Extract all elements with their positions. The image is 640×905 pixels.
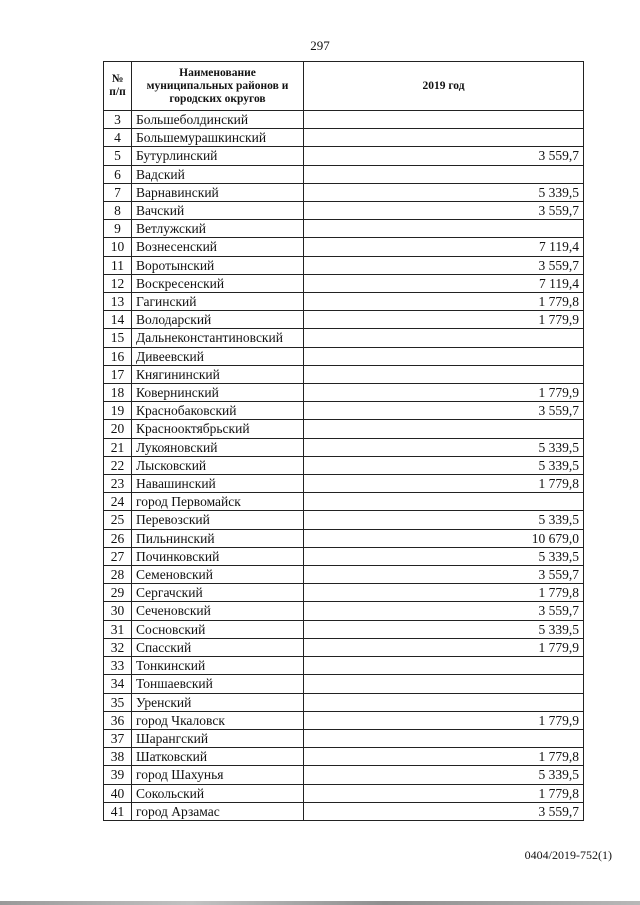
row-name: Краснобаковский — [132, 402, 304, 420]
row-value — [304, 329, 584, 347]
row-value — [304, 693, 584, 711]
row-number: 38 — [104, 748, 132, 766]
table-row — [104, 711, 584, 729]
row-name: Володарский — [132, 311, 304, 329]
row-number: 35 — [104, 693, 132, 711]
table-row — [104, 748, 584, 766]
table-row — [104, 475, 584, 493]
row-name: город Первомайск — [132, 493, 304, 511]
row-name: город Чкаловск — [132, 711, 304, 729]
row-value: 10 679,0 — [304, 529, 584, 547]
row-value: 1 779,8 — [304, 584, 584, 602]
table-row — [104, 784, 584, 802]
row-value: 5 339,5 — [304, 438, 584, 456]
table-row — [104, 620, 584, 638]
row-value: 1 779,9 — [304, 711, 584, 729]
row-number: 16 — [104, 347, 132, 365]
row-value: 3 559,7 — [304, 402, 584, 420]
row-number: 40 — [104, 784, 132, 802]
table-row — [104, 529, 584, 547]
row-number: 3 — [104, 111, 132, 129]
row-number: 33 — [104, 657, 132, 675]
row-name: Тонкинский — [132, 657, 304, 675]
row-number: 8 — [104, 202, 132, 220]
row-name: Починковский — [132, 547, 304, 565]
table-row — [104, 147, 584, 165]
table-row — [104, 584, 584, 602]
table-row — [104, 511, 584, 529]
row-number: 26 — [104, 529, 132, 547]
row-value: 3 559,7 — [304, 147, 584, 165]
row-value: 5 339,5 — [304, 547, 584, 565]
row-value: 3 559,7 — [304, 602, 584, 620]
row-name: Гагинский — [132, 293, 304, 311]
row-number: 20 — [104, 420, 132, 438]
table-row — [104, 329, 584, 347]
row-name: Пильнинский — [132, 529, 304, 547]
table-row — [104, 238, 584, 256]
row-value: 1 779,8 — [304, 784, 584, 802]
row-value — [304, 365, 584, 383]
row-number: 11 — [104, 256, 132, 274]
row-name: Краснооктябрьский — [132, 420, 304, 438]
table-row — [104, 566, 584, 584]
table-row — [104, 365, 584, 383]
row-value: 1 779,8 — [304, 293, 584, 311]
row-value: 3 559,7 — [304, 202, 584, 220]
table-row — [104, 256, 584, 274]
table-header-row — [104, 62, 584, 111]
row-number: 30 — [104, 602, 132, 620]
row-number: 17 — [104, 365, 132, 383]
row-value — [304, 347, 584, 365]
row-name: город Арзамас — [132, 802, 304, 820]
row-number: 25 — [104, 511, 132, 529]
allocation-table — [103, 61, 584, 821]
row-number: 10 — [104, 238, 132, 256]
row-name: Воскресенский — [132, 274, 304, 292]
row-value: 5 339,5 — [304, 183, 584, 201]
row-name: Семеновский — [132, 566, 304, 584]
row-name: Навашинский — [132, 475, 304, 493]
table-row — [104, 274, 584, 292]
row-value: 1 779,8 — [304, 748, 584, 766]
row-number: 41 — [104, 802, 132, 820]
table-row — [104, 638, 584, 656]
header-value: 2019 год — [304, 62, 584, 111]
table-row — [104, 165, 584, 183]
row-name: Бутурлинский — [132, 147, 304, 165]
row-value — [304, 675, 584, 693]
table-row — [104, 657, 584, 675]
row-name: Дальнеконстантиновский — [132, 329, 304, 347]
table-row — [104, 675, 584, 693]
row-number: 7 — [104, 183, 132, 201]
row-name: Шатковский — [132, 748, 304, 766]
table-body — [104, 111, 584, 821]
table-row — [104, 111, 584, 129]
row-number: 37 — [104, 729, 132, 747]
table-row — [104, 220, 584, 238]
row-value: 5 339,5 — [304, 456, 584, 474]
table-row — [104, 766, 584, 784]
table-row — [104, 493, 584, 511]
row-number: 15 — [104, 329, 132, 347]
row-value: 5 339,5 — [304, 766, 584, 784]
row-value — [304, 111, 584, 129]
table-row — [104, 183, 584, 201]
row-number: 23 — [104, 475, 132, 493]
row-name: Варнавинский — [132, 183, 304, 201]
row-name: Лукояновский — [132, 438, 304, 456]
row-number: 31 — [104, 620, 132, 638]
row-number: 39 — [104, 766, 132, 784]
row-name: Вадский — [132, 165, 304, 183]
row-value — [304, 165, 584, 183]
row-name: Дивеевский — [132, 347, 304, 365]
row-number: 14 — [104, 311, 132, 329]
table-row — [104, 347, 584, 365]
row-name: Ветлужский — [132, 220, 304, 238]
row-name: город Шахунья — [132, 766, 304, 784]
table-row — [104, 693, 584, 711]
row-value: 1 779,8 — [304, 475, 584, 493]
row-value: 3 559,7 — [304, 256, 584, 274]
row-value: 3 559,7 — [304, 802, 584, 820]
row-number: 12 — [104, 274, 132, 292]
header-num: № п/п — [104, 62, 132, 111]
row-value: 5 339,5 — [304, 511, 584, 529]
table-row — [104, 129, 584, 147]
row-name: Шарангский — [132, 729, 304, 747]
row-value — [304, 220, 584, 238]
table-row — [104, 420, 584, 438]
row-value: 1 779,9 — [304, 638, 584, 656]
row-name: Лысковский — [132, 456, 304, 474]
table-row — [104, 456, 584, 474]
row-value — [304, 657, 584, 675]
table-row — [104, 402, 584, 420]
row-name: Княгининский — [132, 365, 304, 383]
row-value: 7 119,4 — [304, 238, 584, 256]
row-name: Перевозский — [132, 511, 304, 529]
row-number: 9 — [104, 220, 132, 238]
row-name: Сеченовский — [132, 602, 304, 620]
row-name: Сергачский — [132, 584, 304, 602]
row-number: 32 — [104, 638, 132, 656]
row-value — [304, 493, 584, 511]
row-name: Вачский — [132, 202, 304, 220]
table-row — [104, 802, 584, 820]
row-name: Спасский — [132, 638, 304, 656]
row-number: 13 — [104, 293, 132, 311]
row-number: 28 — [104, 566, 132, 584]
table-row — [104, 602, 584, 620]
row-name: Большеболдинский — [132, 111, 304, 129]
row-value: 3 559,7 — [304, 566, 584, 584]
row-number: 5 — [104, 147, 132, 165]
row-number: 22 — [104, 456, 132, 474]
table-row — [104, 293, 584, 311]
row-number: 24 — [104, 493, 132, 511]
scan-edge-decoration — [0, 901, 640, 905]
row-value: 1 779,9 — [304, 384, 584, 402]
row-number: 34 — [104, 675, 132, 693]
table-row — [104, 311, 584, 329]
row-number: 21 — [104, 438, 132, 456]
row-value: 5 339,5 — [304, 620, 584, 638]
row-number: 19 — [104, 402, 132, 420]
row-number: 4 — [104, 129, 132, 147]
table-row — [104, 729, 584, 747]
row-number: 18 — [104, 384, 132, 402]
row-value — [304, 420, 584, 438]
row-name: Ковернинский — [132, 384, 304, 402]
table-row — [104, 547, 584, 565]
page-number: 297 — [310, 38, 330, 53]
row-name: Вознесенский — [132, 238, 304, 256]
row-value: 1 779,9 — [304, 311, 584, 329]
row-number: 36 — [104, 711, 132, 729]
row-number: 27 — [104, 547, 132, 565]
document-code: 0404/2019-752(1) — [524, 848, 612, 862]
row-value — [304, 129, 584, 147]
table-row — [104, 202, 584, 220]
row-number: 6 — [104, 165, 132, 183]
row-name: Большемурашкинский — [132, 129, 304, 147]
row-name: Тоншаевский — [132, 675, 304, 693]
table-row — [104, 438, 584, 456]
row-number: 29 — [104, 584, 132, 602]
row-value — [304, 729, 584, 747]
header-name: Наименование муниципальных районов и городских округов — [132, 62, 304, 111]
row-name: Сокольский — [132, 784, 304, 802]
row-value: 7 119,4 — [304, 274, 584, 292]
row-name: Сосновский — [132, 620, 304, 638]
table-row — [104, 384, 584, 402]
row-name: Уренский — [132, 693, 304, 711]
row-name: Воротынский — [132, 256, 304, 274]
